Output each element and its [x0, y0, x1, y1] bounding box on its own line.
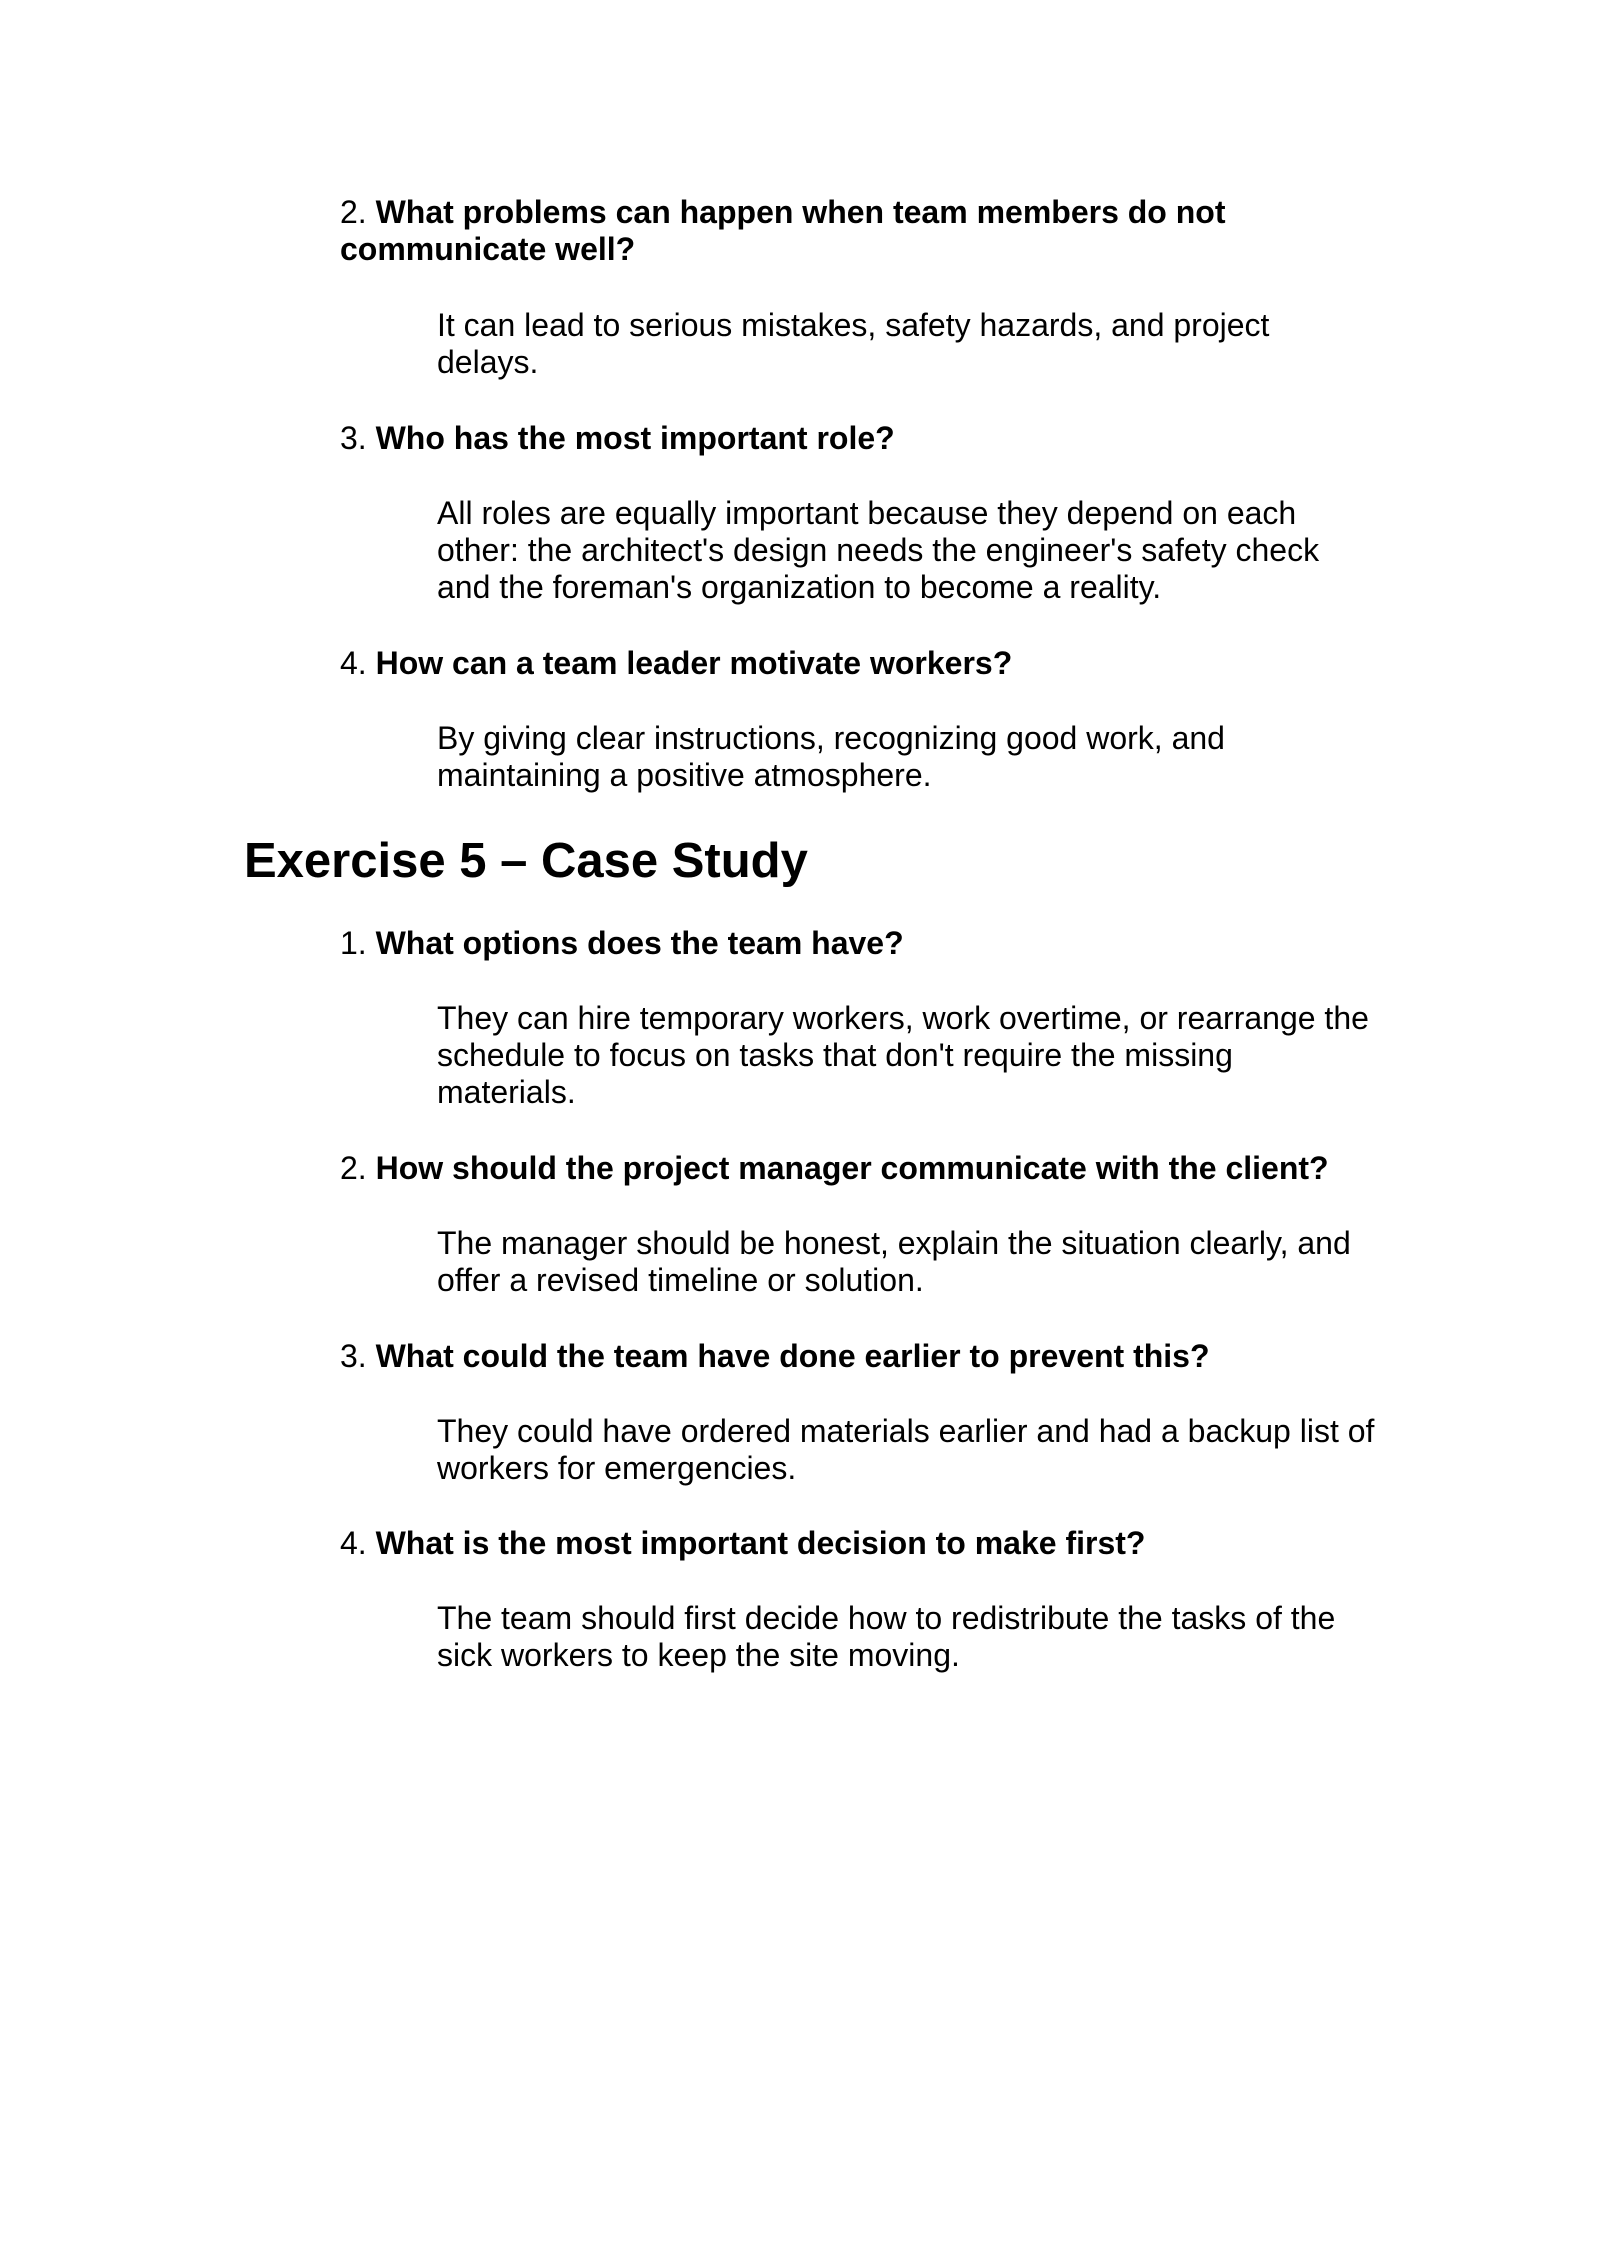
question-number: 3. [340, 420, 367, 456]
answer-text: By giving clear instructions, recognizing good work, and maintaining a positive atmosphere. [437, 720, 1225, 793]
question-item [340, 1150, 1380, 1187]
question-item [340, 420, 1380, 457]
answer-text: All roles are equally important because they depend on each other: the architect's design needs the engineer's safety check and the foreman's organization to become a reality. [437, 495, 1320, 605]
question-item [340, 925, 1380, 962]
section-heading: Exercise 5 – Case Study [244, 834, 808, 888]
question-item [340, 1525, 1380, 1562]
question-text: What options does the team have? [375, 925, 904, 961]
question-text: How should the project manager communicate with the client? [375, 1150, 1329, 1186]
question-text: Who has the most important role? [375, 420, 895, 456]
answer-text: The team should first decide how to redistribute the tasks of the sick workers to keep the site moving. [437, 1600, 1336, 1673]
answer-text: They can hire temporary workers, work overtime, or rearrange the schedule to focus on tasks that don't require the missing materials. [437, 1000, 1369, 1110]
question-number: 2. [340, 1150, 367, 1186]
question-number: 3. [340, 1338, 367, 1374]
question-number: 2. [340, 194, 367, 230]
question-text: What could the team have done earlier to prevent this? [375, 1338, 1210, 1374]
question-number: 4. [340, 645, 367, 681]
answer-text: The manager should be honest, explain the situation clearly, and offer a revised timeline or solution. [437, 1225, 1351, 1298]
question-number: 4. [340, 1525, 367, 1561]
question-item [340, 194, 1380, 268]
question-number: 1. [340, 925, 367, 961]
answer-text: They could have ordered materials earlier and had a backup list of workers for emergencies. [437, 1413, 1375, 1486]
question-item [340, 1338, 1380, 1375]
question-text: What problems can happen when team members do not communicate well? [340, 194, 1226, 267]
answer-text: It can lead to serious mistakes, safety hazards, and project delays. [437, 307, 1270, 380]
question-text: How can a team leader motivate workers? [375, 645, 1013, 681]
question-item [340, 645, 1380, 682]
question-text: What is the most important decision to make first? [375, 1525, 1146, 1561]
